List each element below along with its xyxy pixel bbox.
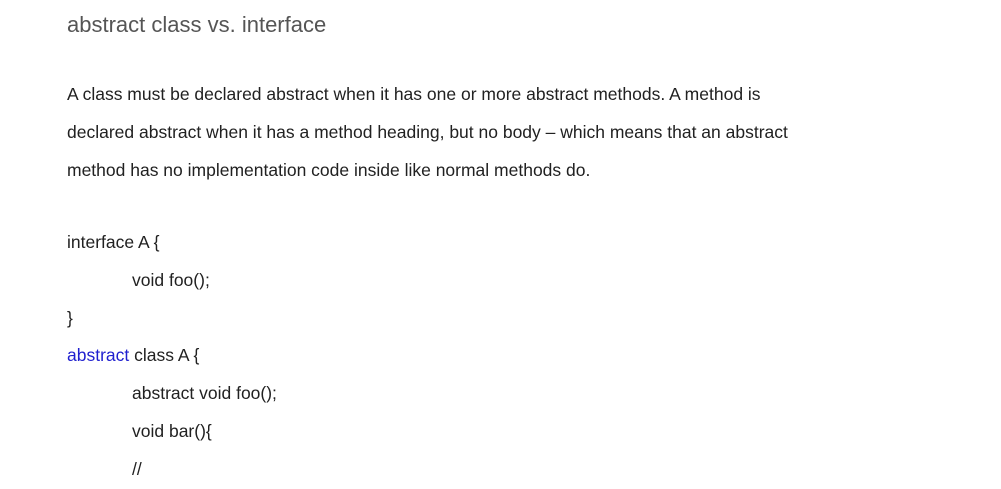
intro-paragraph — [67, 75, 788, 189]
paragraph-line: method has no implementation code inside like normal methods do. — [67, 160, 591, 180]
code-line-interface-decl: interface A { — [67, 232, 160, 252]
page-title: abstract class vs. interface — [67, 12, 327, 37]
code-line-close-brace: } — [67, 307, 73, 328]
code-line-bar-method: void bar(){ — [132, 420, 212, 441]
code-line-interface-method: void foo(); — [132, 269, 210, 290]
code-line-class-rest: class A { — [129, 345, 200, 366]
paragraph-line: declared abstract when it has a method heading, but no body – which means that an abstract — [67, 122, 788, 142]
code-line-abstract-method: abstract void foo(); — [132, 383, 277, 404]
code-example — [67, 224, 277, 489]
paragraph-line: A class must be declared abstract when it has one or more abstract methods. A method is — [67, 84, 761, 104]
abstract-keyword-link[interactable]: abstract — [67, 345, 130, 366]
code-line-abstract-class-decl — [67, 337, 277, 375]
code-line-comment: // — [132, 458, 142, 479]
